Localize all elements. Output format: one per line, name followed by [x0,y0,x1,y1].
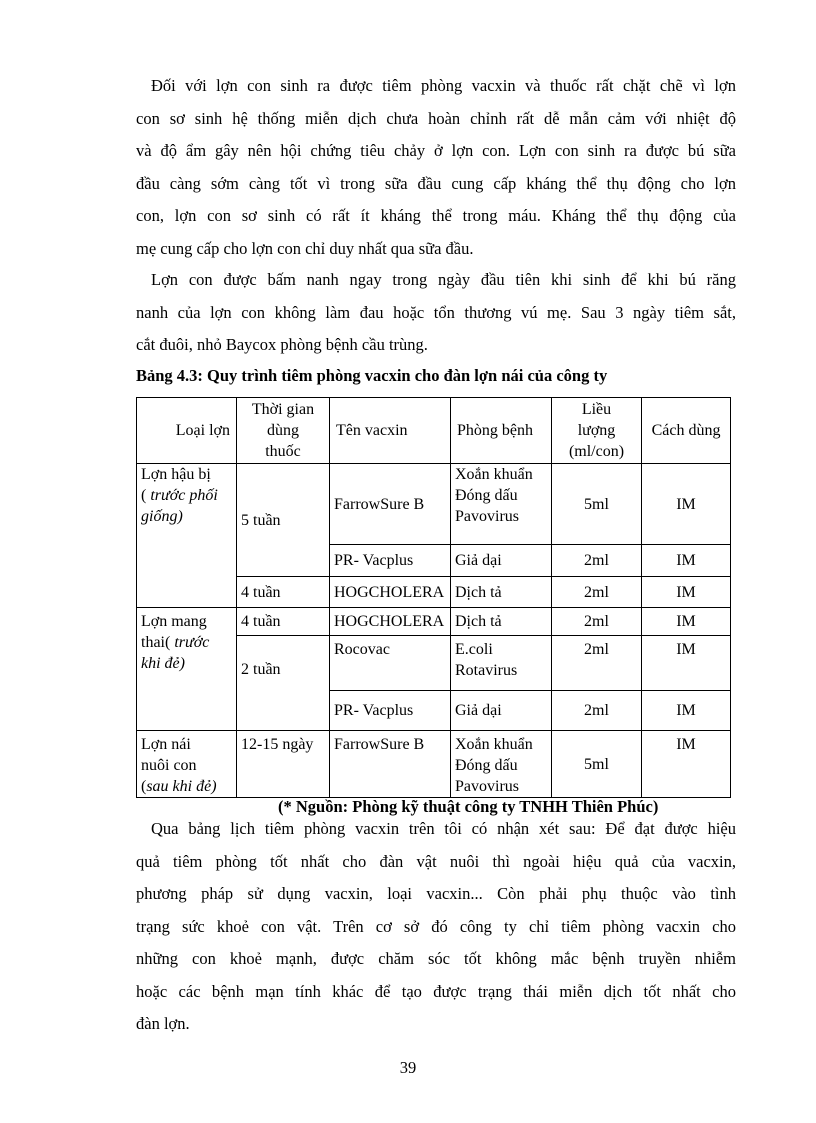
text-line: và độ ẩm gây nên hội chứng tiêu chảy ở lợn con. Lợn con sinh ra được bú sữa [136,141,736,160]
cell-usage: IM [642,731,731,798]
table-row [137,464,731,545]
cell-pig-type: Lợn mang thai( trước khi đẻ) [137,608,237,731]
cell-time: 12-15 ngày [237,731,330,798]
text-line: Đối với lợn con sinh ra được tiêm phòng vacxin và thuốc rất chặt chẽ vì lợn [151,76,736,95]
cell-disease: Dịch tả [451,608,552,636]
header-cach-dung: Cách dùng [642,398,731,464]
paragraph-teeth-clipping [136,264,736,362]
cell-usage: IM [642,636,731,691]
cell-disease: Giả dại [451,691,552,731]
cell-vaccine: PR- Vacplus [330,545,451,577]
cell-time: 5 tuần [237,464,330,577]
cell-pig-type: Lợn hậu bị ( trước phối giống) [137,464,237,608]
text-line: mẹ cung cấp cho lợn con chỉ duy nhất qua sữa đầu. [136,238,474,258]
text-line: quả tiêm phòng tốt nhất cho đàn vật nuôi thì ngoài hiệu quả của vacxin, [136,851,736,871]
cell-disease: Dịch tả [451,577,552,608]
text-line: cắt đuôi, nhỏ Baycox phòng bệnh cầu trùng. [136,335,428,354]
vaccination-table [136,397,731,798]
cell-usage: IM [642,545,731,577]
table-caption: Bảng 4.3: Quy trình tiêm phòng vacxin cho đàn lợn nái của công ty [136,366,608,385]
cell-usage: IM [642,577,731,608]
text-line: phương pháp sử dụng vacxin, loại vacxin... Còn phải phụ thuộc vào tình [136,884,736,903]
table-header-row [137,398,731,464]
paragraph-piglet-vaccination [136,70,736,265]
text-line: nanh của lợn con không làm đau hoặc tổn thương vú mẹ. Sau 3 ngày tiêm sắt, [136,302,736,322]
cell-usage: IM [642,464,731,545]
cell-dose: 5ml [552,464,642,545]
cell-usage: IM [642,691,731,731]
header-thoi-gian: Thời gian dùng thuốc [237,398,330,464]
cell-dose: 2ml [552,636,642,691]
text-line: con sơ sinh hệ thống miễn dịch chưa hoàn chỉnh rất dễ mẫn cảm với nhiệt độ [136,108,736,128]
text-line: đàn lợn. [136,1014,190,1033]
cell-disease: E.coli Rotavirus [451,636,552,691]
page-number: 39 [399,1058,417,1077]
text-line: con, lợn con sơ sinh có rất ít kháng thể trong máu. Kháng thể thụ động của [136,206,736,225]
cell-disease: Giả dại [451,545,552,577]
table-row [137,731,731,798]
header-loai-lon: Loại lợn [137,398,237,464]
table-row [137,608,731,636]
cell-dose: 2ml [552,577,642,608]
cell-vaccine: FarrowSure B [330,731,451,798]
paragraph-remarks [136,813,736,1041]
text-line: những con khoẻ mạnh, được chăm sóc tốt không mắc bệnh truyền nhiễm [136,949,736,968]
text-line: đầu càng sớm càng tốt vì trong sữa đầu cung cấp kháng thể thụ động cho lợn [136,173,736,193]
cell-dose: 2ml [552,608,642,636]
header-phong-benh: Phòng bệnh [451,398,552,464]
header-lieu-luong: Liều lượng (ml/con) [552,398,642,464]
header-ten-vacxin: Tên vacxin [330,398,451,464]
cell-time: 4 tuần [237,577,330,608]
cell-vaccine: HOGCHOLERA [330,577,451,608]
cell-dose: 2ml [552,691,642,731]
cell-vaccine: FarrowSure B [330,464,451,545]
cell-vaccine: PR- Vacplus [330,691,451,731]
cell-pig-type: Lợn nái nuôi con (sau khi đẻ) [137,731,237,798]
text-line: Qua bảng lịch tiêm phòng vacxin trên tôi có nhận xét sau: Để đạt được hiệu [151,819,736,838]
cell-time: 2 tuần [237,636,330,731]
cell-time: 4 tuần [237,608,330,636]
cell-usage: IM [642,608,731,636]
cell-dose: 2ml [552,545,642,577]
text-line: trạng sức khoẻ con vật. Trên cơ sở đó công ty chỉ tiêm phòng vacxin cho [136,916,736,936]
table-source-note: (* Nguồn: Phòng kỹ thuật công ty TNHH Thiên Phúc) [278,797,659,816]
cell-vaccine: Rocovac [330,636,451,691]
text-line: Lợn con được bấm nanh ngay trong ngày đầu tiên khi sinh để khi bú răng [151,270,736,289]
cell-disease: Xoắn khuẩn Đóng dấu Pavovirus [451,731,552,798]
cell-dose: 5ml [552,731,642,798]
cell-disease: Xoắn khuẩn Đóng dấu Pavovirus [451,464,552,545]
text-line: hoặc các bệnh mạn tính khác để tạo được trạng thái miễn dịch tốt nhất cho [136,981,736,1001]
cell-vaccine: HOGCHOLERA [330,608,451,636]
